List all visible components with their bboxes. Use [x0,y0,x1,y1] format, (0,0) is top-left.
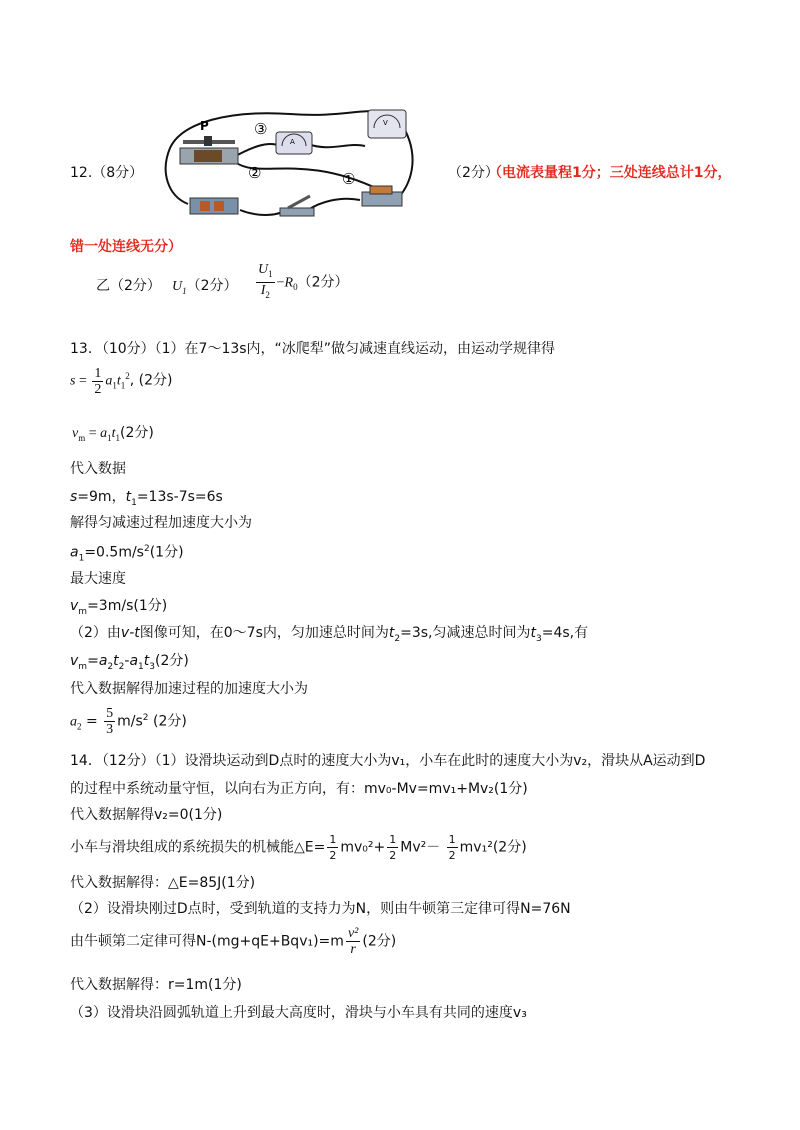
resistor [362,186,402,206]
q13-line-jiede: 解得匀减速过程加速度大小为 [70,515,252,531]
q14-line4: 小车与滑块组成的系统损失的机械能△E= $\frac{1}{2}$ mv₀²+ $\frac{1}{2}$ Mv²－ $\frac{1}{2}$ mv₁²(2分) [70,833,527,862]
q12-answer-3: $\frac{U_1}{I_2}$ $-R_0(2$分） [254,262,349,303]
q13-a2: $a_2$ = $\frac{5}{3}$ $m/s^2$ (2分) [70,706,187,737]
q13-eq2: $v_m = a_1t_1(2$分) [72,425,154,443]
q12-label: 12.（8分） [70,165,144,181]
q13-line-eq: $v_m=a_2t_2-a_1t_3(2$分) [70,653,189,672]
wire-label-2: ② [248,164,262,182]
circuit-diagram [150,100,450,230]
q12-score: （2分） [448,165,499,181]
q12-answer-2-sub: 1 [182,285,187,296]
q12-answer-2-score: （2分） [186,278,238,294]
q13-line-vm: $v_m=3m/s(1$分) [70,598,168,617]
q12-frac-num-sub: 1 [268,268,273,279]
q12-frac-den-sub: 2 [265,289,270,300]
ammeter-label: A [290,138,295,146]
q12-frac-num: U [258,262,269,277]
rheostat [180,119,238,164]
q14-line6: （2）设滑块刚过D点时，受到轨道的支持力为N，则由牛顿第三定律可得N=76N [70,901,571,917]
q12-answer-2-var: U [172,279,183,294]
q14-head: 14．（12分）（1）设滑块运动到D点时的速度大小为v₁，小车在此时的速度大小为v₂，滑块从A运动到D [70,753,706,769]
q12-answer-2 [172,277,238,300]
q12-note-b: 错一处连线无分） [70,239,182,255]
slider-label-p: P [200,119,209,133]
q14-line3: 代入数据解得v₂=0(1分) [70,807,223,823]
q12-frac-den: I [260,282,266,298]
q13-line-zuida: 最大速度 [70,571,126,587]
q14-line8: 代入数据解得：r=1m(1分) [70,977,242,993]
q14-line2: 的过程中系统动量守恒，以向右为正方向，有：mv₀-Mv=mv₁+Mv₂(1分) [70,781,528,797]
wire-label-1: ① [342,170,356,188]
voltmeter-label: V [383,119,388,127]
q12-fraction [256,262,275,303]
q13-line-data: s=9m，$t_1=13s-7s=6s$ [70,489,223,508]
wire-label-3: ③ [254,120,268,138]
q12-r0: R [284,275,294,291]
q13-eq1-score: , (2分) [129,372,173,389]
switch [280,196,314,216]
ammeter [276,132,312,154]
q12-r0-sub: 0 [293,282,298,293]
q12-answer-3-score: （2分） [297,274,349,291]
q14-line5: 代入数据解得：△E=85J(1分) [70,875,256,891]
q13-line-a1: $a_1=0.5m/s^2(1$分) [70,544,184,564]
q14-line7: 由牛顿第二定律可得N-(mg+qE+Bqv₁)=m $\frac{\text{v²}}{r}$ (2分) [70,926,397,957]
q13-eq2-score: (2分) [120,425,154,441]
q13-part2: （2）由v-t图像可知，在0～7s内，匀加速总时间为$t_2=3s$,匀减速总时间为$t_3=4s$,有 [70,625,589,644]
voltmeter [368,110,406,138]
q13-line-daishu: 代入数据 [70,461,126,477]
q13-line-jiede2: 代入数据解得加速过程的加速度大小为 [70,681,308,697]
q13-head: 13．（10分）（1）在7～13s内，“冰爬犁”做匀减速直线运动，由运动学规律得 [70,341,556,357]
q13-eq1: s = $\frac{1}{2}$ $a_1t_1^2$, (2分) [70,366,173,397]
q12-note-a: （电流表量程1分；三处连线总计1分， [488,165,732,181]
q12-answer-1: 乙（2分） [96,278,161,294]
q14-line9: （3）设滑块沿圆弧轨道上升到最大高度时，滑块与小车具有共同的速度v₃ [70,1005,527,1021]
battery-box [190,198,238,214]
